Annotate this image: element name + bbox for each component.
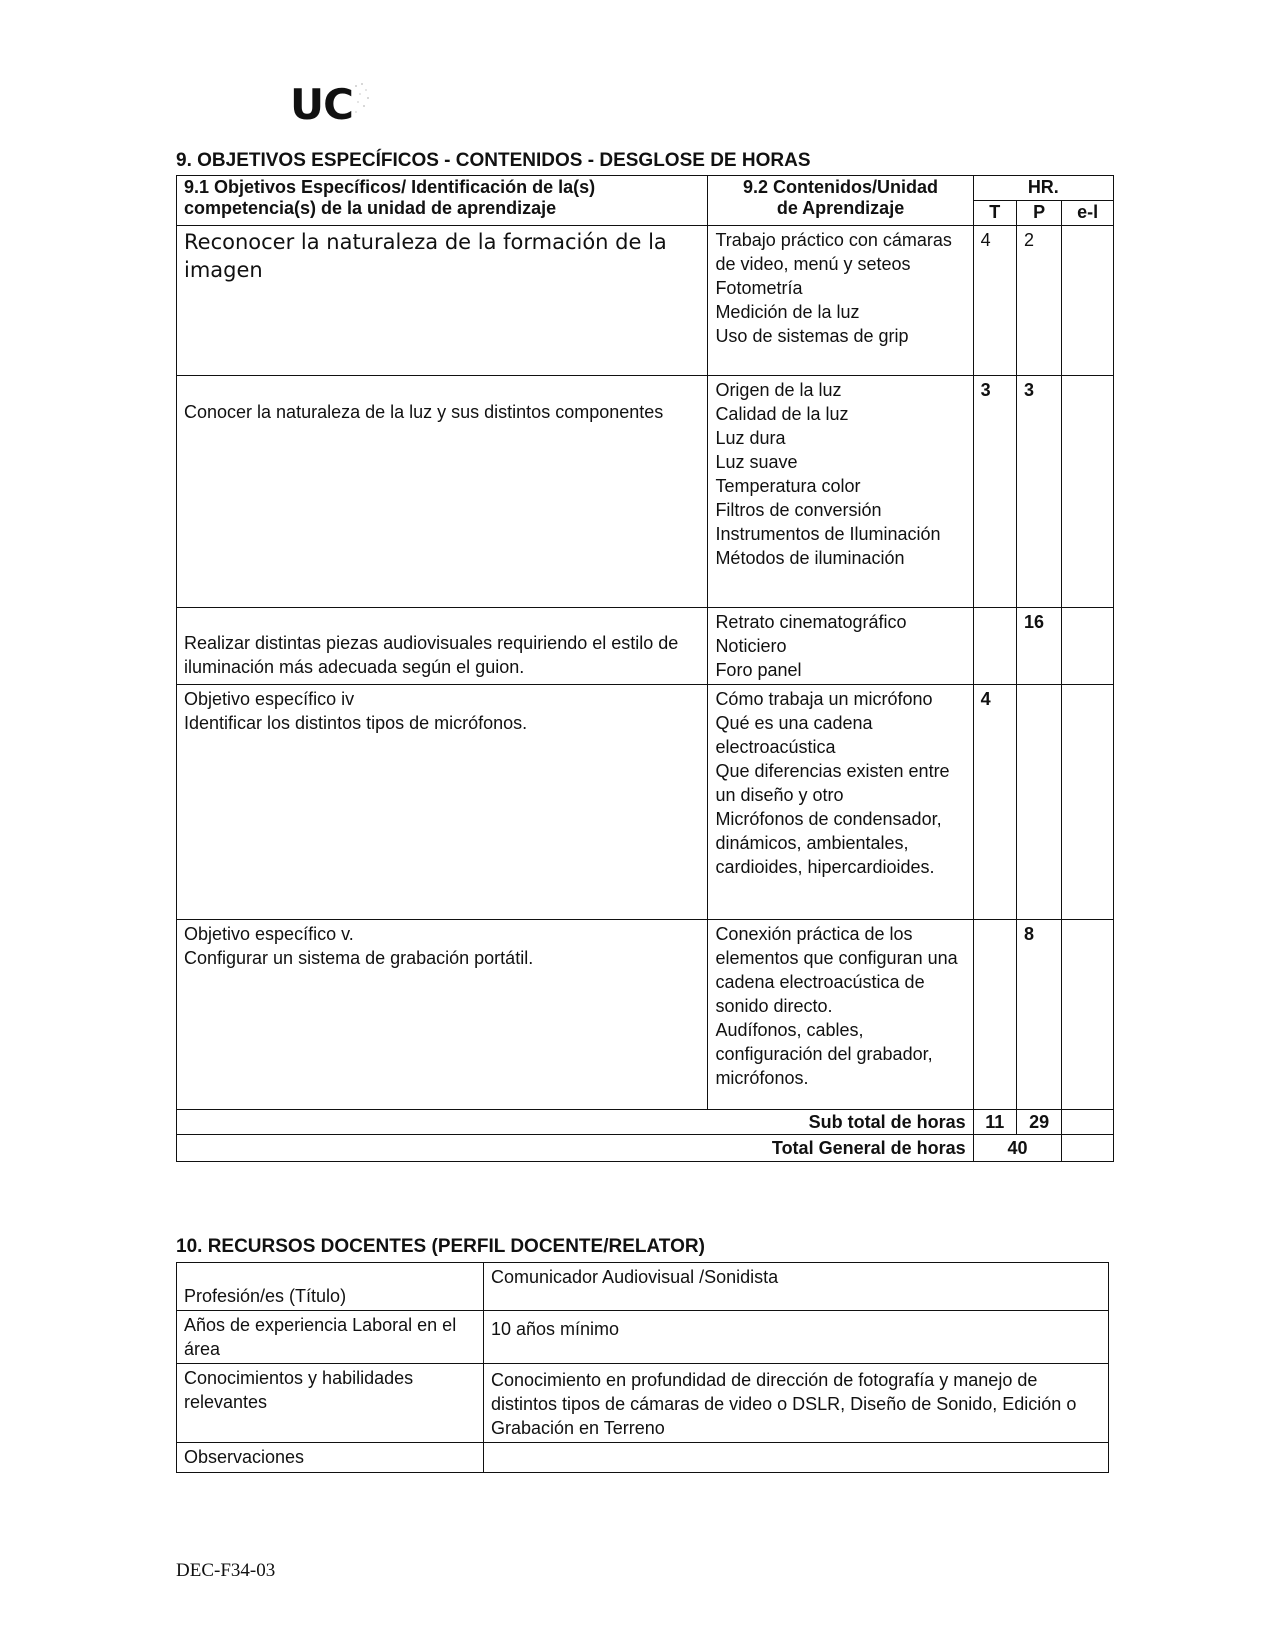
header-p: P bbox=[1016, 201, 1061, 226]
hours-t-4: 4 bbox=[973, 685, 1016, 920]
experience-value: 10 años mínimo bbox=[484, 1311, 1109, 1364]
content-item: Foro panel bbox=[715, 660, 802, 680]
content-item: Trabajo práctico con cámaras de video, menú y seteos bbox=[715, 230, 952, 274]
hours-t-1: 4 bbox=[973, 226, 1016, 376]
section-10-title: 10. RECURSOS DOCENTES (PERFIL DOCENTE/RELATOR) bbox=[176, 1236, 705, 1257]
content-item: Que diferencias existen entre un diseño y otro bbox=[715, 761, 950, 805]
section-9-title: 9. OBJETIVOS ESPECÍFICOS - CONTENIDOS - DESGLOSE DE HORAS bbox=[176, 150, 811, 171]
objective-1: Reconocer la naturaleza de la formación de la imagen bbox=[177, 226, 708, 376]
hours-el-4 bbox=[1062, 685, 1114, 920]
subtotal-label: Sub total de horas bbox=[177, 1110, 974, 1135]
content-item: Instrumentos de Iluminación bbox=[715, 524, 941, 544]
content-item: Métodos de iluminación bbox=[715, 548, 905, 568]
header-contents bbox=[708, 176, 973, 226]
content-item: Conexión práctica de los elementos que configuran una cadena electroacústica de sonido directo. bbox=[715, 924, 958, 1016]
hours-t-5 bbox=[973, 920, 1016, 1110]
objective-5-title: Objetivo específico v. bbox=[184, 924, 354, 944]
subtotal-p: 29 bbox=[1016, 1110, 1061, 1135]
hours-p-4 bbox=[1016, 685, 1061, 920]
hours-t-3 bbox=[973, 608, 1016, 685]
content-item: Calidad de la luz bbox=[715, 404, 849, 424]
contents-4 bbox=[708, 685, 973, 920]
content-item: Luz suave bbox=[715, 452, 798, 472]
objective-4-title: Objetivo específico iv bbox=[184, 689, 355, 709]
header-el: e-l bbox=[1062, 201, 1114, 226]
content-item: Cómo trabaja un micrófono bbox=[715, 689, 933, 709]
contents-5 bbox=[708, 920, 973, 1110]
content-item: Uso de sistemas de grip bbox=[715, 326, 909, 346]
header-contents-line2: de Aprendizaje bbox=[776, 198, 905, 218]
objective-3: Realizar distintas piezas audiovisuales requiriendo el estilo de iluminación más adecuada según el guion. bbox=[177, 608, 708, 685]
total-label: Total General de horas bbox=[177, 1135, 974, 1162]
contents-1 bbox=[708, 226, 973, 376]
teaching-resources-table bbox=[176, 1262, 1109, 1473]
total-el bbox=[1062, 1135, 1114, 1162]
content-item: Fotometría bbox=[715, 278, 803, 298]
hours-el-1 bbox=[1062, 226, 1114, 376]
objective-4-text: Identificar los distintos tipos de micrófonos. bbox=[184, 713, 528, 733]
uc-logo: UC bbox=[290, 80, 353, 129]
objectives-table bbox=[176, 175, 1114, 1162]
subtotal-el bbox=[1062, 1110, 1114, 1135]
header-hours: HR. bbox=[973, 176, 1113, 201]
skills-label: Conocimientos y habilidades relevantes bbox=[177, 1364, 484, 1443]
subtotal-t: 11 bbox=[973, 1110, 1016, 1135]
header-contents-line1: 9.2 Contenidos/Unidad bbox=[743, 177, 939, 197]
profession-value: Comunicador Audiovisual /Sonidista bbox=[484, 1263, 1109, 1311]
content-item: Luz dura bbox=[715, 428, 786, 448]
hours-p-1: 2 bbox=[1016, 226, 1061, 376]
contents-2 bbox=[708, 376, 973, 608]
hours-el-3 bbox=[1062, 608, 1114, 685]
skills-value: Conocimiento en profundidad de dirección de fotografía y manejo de distintos tipos de cámaras de video o DSLR, Diseño de Sonido, Edición o Grabación en Terreno bbox=[484, 1364, 1109, 1443]
content-item: Qué es una cadena electroacústica bbox=[715, 713, 873, 757]
hours-el-5 bbox=[1062, 920, 1114, 1110]
objective-2: Conocer la naturaleza de la luz y sus distintos componentes bbox=[177, 376, 708, 608]
hours-p-2: 3 bbox=[1016, 376, 1061, 608]
total-value: 40 bbox=[973, 1135, 1062, 1162]
content-item: Medición de la luz bbox=[715, 302, 860, 322]
hours-t-2: 3 bbox=[973, 376, 1016, 608]
observations-label: Observaciones bbox=[177, 1443, 484, 1473]
content-item: Temperatura color bbox=[715, 476, 861, 496]
content-item: Filtros de conversión bbox=[715, 500, 882, 520]
profession-label: Profesión/es (Título) bbox=[177, 1263, 484, 1311]
content-item: Retrato cinematográfico bbox=[715, 612, 907, 632]
objective-5-text: Configurar un sistema de grabación portátil. bbox=[184, 948, 534, 968]
hours-el-2 bbox=[1062, 376, 1114, 608]
objective-5 bbox=[177, 920, 708, 1110]
content-item: Audífonos, cables, configuración del grabador, micrófonos. bbox=[715, 1020, 933, 1088]
content-item: Origen de la luz bbox=[715, 380, 842, 400]
logo-dots-decoration bbox=[352, 80, 376, 120]
contents-3 bbox=[708, 608, 973, 685]
experience-label: Años de experiencia Laboral en el área bbox=[177, 1311, 484, 1364]
objective-4 bbox=[177, 685, 708, 920]
hours-p-3: 16 bbox=[1016, 608, 1061, 685]
content-item: Micrófonos de condensador, dinámicos, ambientales, cardioides, hipercardioides. bbox=[715, 809, 942, 877]
hours-p-5: 8 bbox=[1016, 920, 1061, 1110]
header-objectives: 9.1 Objetivos Específicos/ Identificación de la(s) competencia(s) de la unidad de aprendizaje bbox=[177, 176, 708, 226]
content-item: Noticiero bbox=[715, 636, 787, 656]
observations-value bbox=[484, 1443, 1109, 1473]
form-code: DEC-F34-03 bbox=[176, 1560, 276, 1581]
header-t: T bbox=[973, 201, 1016, 226]
